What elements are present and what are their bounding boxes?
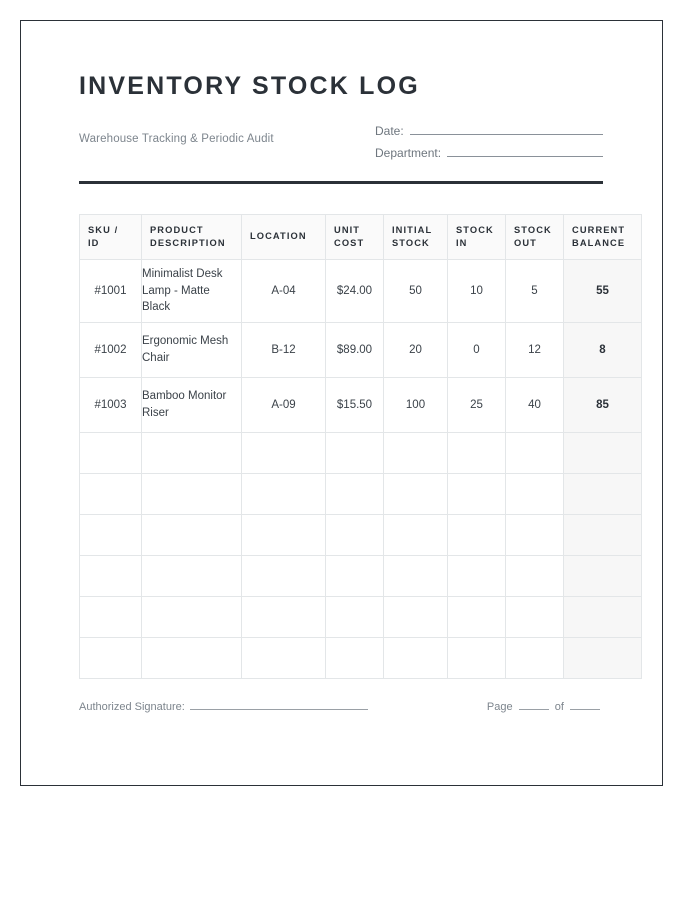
cell-unit-cost: $89.00	[326, 322, 384, 377]
cell-stock-out-empty[interactable]	[506, 432, 564, 473]
cell-sku-empty[interactable]	[80, 432, 142, 473]
cell-stock-in: 25	[448, 377, 506, 432]
cell-sku: #1003	[80, 377, 142, 432]
cell-unit-cost-empty[interactable]	[326, 432, 384, 473]
cell-sku-empty[interactable]	[80, 514, 142, 555]
cell-initial-stock-empty[interactable]	[384, 432, 448, 473]
column-header-current-balance: CURRENT BALANCE	[564, 214, 642, 259]
cell-current-balance-empty[interactable]	[564, 514, 642, 555]
cell-unit-cost: $15.50	[326, 377, 384, 432]
cell-unit-cost-empty[interactable]	[326, 473, 384, 514]
cell-stock-in-empty[interactable]	[448, 555, 506, 596]
cell-stock-out: 40	[506, 377, 564, 432]
column-header-stock-out: STOCK OUT	[506, 214, 564, 259]
cell-stock-out-empty[interactable]	[506, 473, 564, 514]
cell-sku: #1002	[80, 322, 142, 377]
cell-stock-out: 12	[506, 322, 564, 377]
document-page	[20, 20, 663, 786]
page-of-label: of	[554, 700, 564, 713]
cell-current-balance: 55	[564, 259, 642, 322]
column-header-location: LOCATION	[242, 214, 326, 259]
cell-location-empty[interactable]	[242, 514, 326, 555]
cell-current-balance-empty[interactable]	[564, 555, 642, 596]
department-label: Department:	[375, 145, 442, 160]
cell-initial-stock-empty[interactable]	[384, 514, 448, 555]
column-header-stock-in: STOCK IN	[448, 214, 506, 259]
signature-write-line[interactable]	[190, 699, 368, 710]
cell-stock-in-empty[interactable]	[448, 432, 506, 473]
cell-description: Minimalist Desk Lamp - Matte Black	[142, 259, 242, 322]
cell-location: A-04	[242, 259, 326, 322]
meta-fields	[375, 123, 603, 167]
table-row[interactable]	[80, 322, 642, 377]
document-content	[79, 72, 626, 713]
column-header-unit-cost: UNIT COST	[326, 214, 384, 259]
cell-description-empty[interactable]	[142, 555, 242, 596]
table-row[interactable]	[80, 377, 642, 432]
cell-location-empty[interactable]	[242, 596, 326, 637]
cell-sku-empty[interactable]	[80, 596, 142, 637]
cell-description: Ergonomic Mesh Chair	[142, 322, 242, 377]
date-write-line[interactable]	[410, 123, 603, 135]
cell-description-empty[interactable]	[142, 432, 242, 473]
cell-initial-stock-empty[interactable]	[384, 637, 448, 678]
cell-current-balance-empty[interactable]	[564, 432, 642, 473]
department-field[interactable]	[375, 145, 603, 160]
cell-stock-out-empty[interactable]	[506, 514, 564, 555]
page-subtitle: Warehouse Tracking & Periodic Audit	[79, 132, 274, 145]
cell-current-balance: 8	[564, 322, 642, 377]
cell-unit-cost-empty[interactable]	[326, 514, 384, 555]
table-row-empty[interactable]	[80, 637, 642, 678]
cell-initial-stock-empty[interactable]	[384, 555, 448, 596]
cell-initial-stock: 20	[384, 322, 448, 377]
column-header-sku: SKU / ID	[80, 214, 142, 259]
cell-stock-in-empty[interactable]	[448, 473, 506, 514]
date-field[interactable]	[375, 123, 603, 138]
table-row-empty[interactable]	[80, 596, 642, 637]
table-row-empty[interactable]	[80, 555, 642, 596]
cell-location: B-12	[242, 322, 326, 377]
signature-field[interactable]	[79, 699, 368, 713]
table-row-empty[interactable]	[80, 514, 642, 555]
cell-stock-out-empty[interactable]	[506, 637, 564, 678]
cell-stock-in: 0	[448, 322, 506, 377]
cell-stock-in: 10	[448, 259, 506, 322]
cell-stock-out-empty[interactable]	[506, 555, 564, 596]
table-header	[80, 214, 642, 259]
cell-current-balance-empty[interactable]	[564, 637, 642, 678]
cell-stock-in-empty[interactable]	[448, 596, 506, 637]
cell-sku-empty[interactable]	[80, 555, 142, 596]
table-blank-rows	[80, 432, 642, 678]
cell-current-balance-empty[interactable]	[564, 596, 642, 637]
cell-unit-cost-empty[interactable]	[326, 596, 384, 637]
cell-initial-stock: 50	[384, 259, 448, 322]
cell-description-empty[interactable]	[142, 473, 242, 514]
cell-description-empty[interactable]	[142, 514, 242, 555]
cell-description: Bamboo Monitor Riser	[142, 377, 242, 432]
column-header-initial-stock: INITIAL STOCK	[384, 214, 448, 259]
cell-sku-empty[interactable]	[80, 637, 142, 678]
page-label: Page	[486, 700, 513, 713]
cell-location-empty[interactable]	[242, 473, 326, 514]
cell-current-balance: 85	[564, 377, 642, 432]
cell-location-empty[interactable]	[242, 637, 326, 678]
column-header-description: PRODUCT DESCRIPTION	[142, 214, 242, 259]
page-title: INVENTORY STOCK LOG	[79, 72, 420, 100]
cell-location-empty[interactable]	[242, 432, 326, 473]
page-number-field[interactable]	[487, 699, 603, 713]
table-row[interactable]	[80, 259, 642, 322]
cell-stock-in-empty[interactable]	[448, 637, 506, 678]
cell-initial-stock: 100	[384, 377, 448, 432]
cell-description-empty[interactable]	[142, 596, 242, 637]
inventory-table	[79, 214, 642, 679]
date-label: Date:	[375, 123, 404, 138]
department-write-line[interactable]	[447, 145, 603, 157]
cell-location: A-09	[242, 377, 326, 432]
cell-initial-stock-empty[interactable]	[384, 473, 448, 514]
cell-stock-in-empty[interactable]	[448, 514, 506, 555]
table-row-empty[interactable]	[80, 432, 642, 473]
cell-description-empty[interactable]	[142, 637, 242, 678]
cell-sku-empty[interactable]	[80, 473, 142, 514]
header-divider	[79, 181, 603, 184]
signature-label: Authorized Signature:	[79, 700, 185, 713]
cell-location-empty[interactable]	[242, 555, 326, 596]
document-footer	[79, 699, 603, 713]
cell-unit-cost-empty[interactable]	[326, 637, 384, 678]
cell-current-balance-empty[interactable]	[564, 473, 642, 514]
cell-stock-out-empty[interactable]	[506, 596, 564, 637]
cell-sku: #1001	[80, 259, 142, 322]
cell-unit-cost-empty[interactable]	[326, 555, 384, 596]
table-header-row	[80, 214, 642, 259]
table-body	[80, 259, 642, 432]
page-total-blank[interactable]	[570, 699, 600, 710]
cell-unit-cost: $24.00	[326, 259, 384, 322]
cell-stock-out: 5	[506, 259, 564, 322]
document-header	[79, 123, 603, 167]
page-number-blank[interactable]	[519, 699, 549, 710]
table-row-empty[interactable]	[80, 473, 642, 514]
cell-initial-stock-empty[interactable]	[384, 596, 448, 637]
